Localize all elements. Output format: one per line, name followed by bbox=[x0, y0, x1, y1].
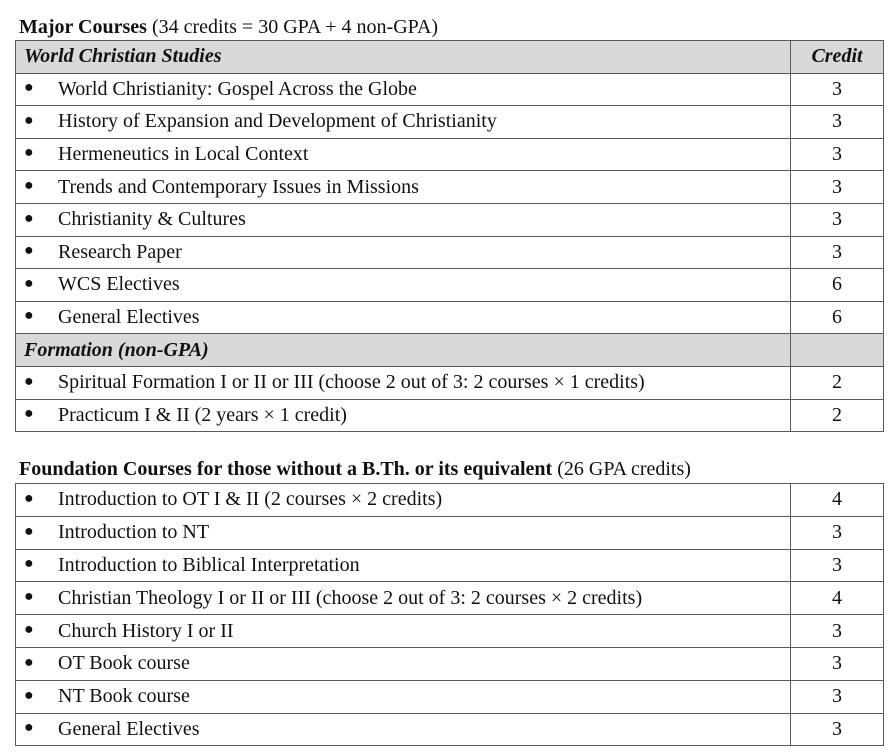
course-cell bbox=[16, 484, 791, 517]
course-cell bbox=[16, 236, 791, 269]
course-row bbox=[16, 171, 884, 204]
course-row bbox=[16, 647, 884, 680]
major-courses-heading bbox=[19, 15, 438, 39]
course-credit: 3 bbox=[791, 73, 884, 106]
course-name: Christianity & Cultures bbox=[58, 208, 246, 231]
foundation-courses-table bbox=[15, 483, 884, 746]
course-name: Introduction to Biblical Interpretation bbox=[58, 553, 360, 576]
course-row bbox=[16, 582, 884, 615]
bullet-icon: ● bbox=[24, 111, 34, 129]
course-cell bbox=[16, 73, 791, 106]
course-name: Practicum I & II (2 years × 1 credit) bbox=[58, 403, 347, 426]
course-cell bbox=[16, 203, 791, 236]
major-courses-title: Major Courses bbox=[19, 16, 147, 38]
course-row bbox=[16, 203, 884, 236]
course-credit: 3 bbox=[791, 138, 884, 171]
major-courses-summary: (34 credits = 30 GPA + 4 non-GPA) bbox=[146, 16, 439, 38]
foundation-courses-heading bbox=[19, 457, 691, 481]
course-row bbox=[16, 680, 884, 713]
course-name: World Christianity: Gospel Across the Globe bbox=[58, 77, 417, 100]
course-credit: 3 bbox=[791, 171, 884, 204]
course-cell bbox=[16, 713, 791, 746]
bullet-icon: ● bbox=[24, 209, 34, 227]
course-name: Trends and Contemporary Issues in Missions bbox=[58, 175, 419, 198]
course-row bbox=[16, 549, 884, 582]
course-credit: 3 bbox=[791, 106, 884, 139]
course-row bbox=[16, 138, 884, 171]
section-title: World Christian Studies bbox=[16, 41, 791, 74]
course-name: Introduction to NT bbox=[58, 521, 210, 544]
course-name: General Electives bbox=[58, 306, 200, 329]
bullet-icon: ● bbox=[24, 242, 34, 260]
bullet-icon: ● bbox=[24, 307, 34, 325]
course-name: Research Paper bbox=[58, 240, 182, 263]
course-cell bbox=[16, 399, 791, 432]
course-credit: 3 bbox=[791, 516, 884, 549]
course-row bbox=[16, 516, 884, 549]
major-courses-body bbox=[16, 41, 884, 432]
bullet-icon: ● bbox=[24, 274, 34, 292]
course-name: Christian Theology I or II or III (choose 2 out of 3: 2 courses × 2 credits) bbox=[58, 586, 643, 609]
course-cell bbox=[16, 647, 791, 680]
bullet-icon: ● bbox=[24, 489, 34, 507]
course-row bbox=[16, 269, 884, 302]
section-title: Formation (non-GPA) bbox=[16, 334, 791, 367]
course-cell bbox=[16, 615, 791, 648]
course-row bbox=[16, 713, 884, 746]
course-credit: 3 bbox=[791, 713, 884, 746]
course-name: General Electives bbox=[58, 717, 200, 740]
course-cell bbox=[16, 549, 791, 582]
course-credit: 2 bbox=[791, 399, 884, 432]
section-header-row bbox=[16, 334, 884, 367]
bullet-icon: ● bbox=[24, 79, 34, 97]
bullet-icon: ● bbox=[24, 686, 34, 704]
course-row bbox=[16, 615, 884, 648]
course-credit: 6 bbox=[791, 301, 884, 334]
bullet-icon: ● bbox=[24, 653, 34, 671]
course-cell bbox=[16, 106, 791, 139]
section-header-row bbox=[16, 41, 884, 74]
course-row bbox=[16, 106, 884, 139]
foundation-courses-title: Foundation Courses for those without a B.Th. or its equivalent bbox=[19, 458, 553, 480]
course-cell bbox=[16, 301, 791, 334]
foundation-courses-body bbox=[16, 484, 884, 746]
course-cell bbox=[16, 171, 791, 204]
bullet-icon: ● bbox=[24, 588, 34, 606]
foundation-courses-summary: (26 GPA credits) bbox=[552, 458, 691, 480]
course-name: Hermeneutics in Local Context bbox=[58, 143, 309, 166]
course-cell bbox=[16, 366, 791, 399]
course-cell bbox=[16, 582, 791, 615]
bullet-icon: ● bbox=[24, 144, 34, 162]
course-name: History of Expansion and Development of Christianity bbox=[58, 110, 497, 133]
bullet-icon: ● bbox=[24, 620, 34, 638]
bullet-icon: ● bbox=[24, 555, 34, 573]
course-credit: 3 bbox=[791, 647, 884, 680]
course-cell bbox=[16, 516, 791, 549]
course-row bbox=[16, 484, 884, 517]
course-name: Church History I or II bbox=[58, 619, 234, 642]
bullet-icon: ● bbox=[24, 405, 34, 423]
course-name: Spiritual Formation I or II or III (choose 2 out of 3: 2 courses × 1 credits) bbox=[58, 371, 645, 394]
credit-column-header bbox=[791, 334, 884, 367]
course-row bbox=[16, 73, 884, 106]
bullet-icon: ● bbox=[24, 719, 34, 737]
major-courses-table bbox=[15, 40, 884, 432]
course-credit: 3 bbox=[791, 680, 884, 713]
course-credit: 2 bbox=[791, 366, 884, 399]
course-row bbox=[16, 236, 884, 269]
bullet-icon: ● bbox=[24, 177, 34, 195]
course-credit: 3 bbox=[791, 549, 884, 582]
course-cell bbox=[16, 680, 791, 713]
course-credit: 3 bbox=[791, 203, 884, 236]
course-cell bbox=[16, 138, 791, 171]
course-row bbox=[16, 399, 884, 432]
bullet-icon: ● bbox=[24, 522, 34, 540]
course-name: WCS Electives bbox=[58, 273, 180, 296]
course-name: Introduction to OT I & II (2 courses × 2 credits) bbox=[58, 488, 443, 511]
course-credit: 3 bbox=[791, 615, 884, 648]
course-credit: 3 bbox=[791, 236, 884, 269]
course-row bbox=[16, 301, 884, 334]
credit-column-header: Credit bbox=[791, 41, 884, 74]
course-credit: 6 bbox=[791, 269, 884, 302]
course-row bbox=[16, 366, 884, 399]
course-cell bbox=[16, 269, 791, 302]
course-name: NT Book course bbox=[58, 685, 190, 708]
course-credit: 4 bbox=[791, 484, 884, 517]
bullet-icon: ● bbox=[24, 372, 34, 390]
course-credit: 4 bbox=[791, 582, 884, 615]
course-name: OT Book course bbox=[58, 652, 190, 675]
